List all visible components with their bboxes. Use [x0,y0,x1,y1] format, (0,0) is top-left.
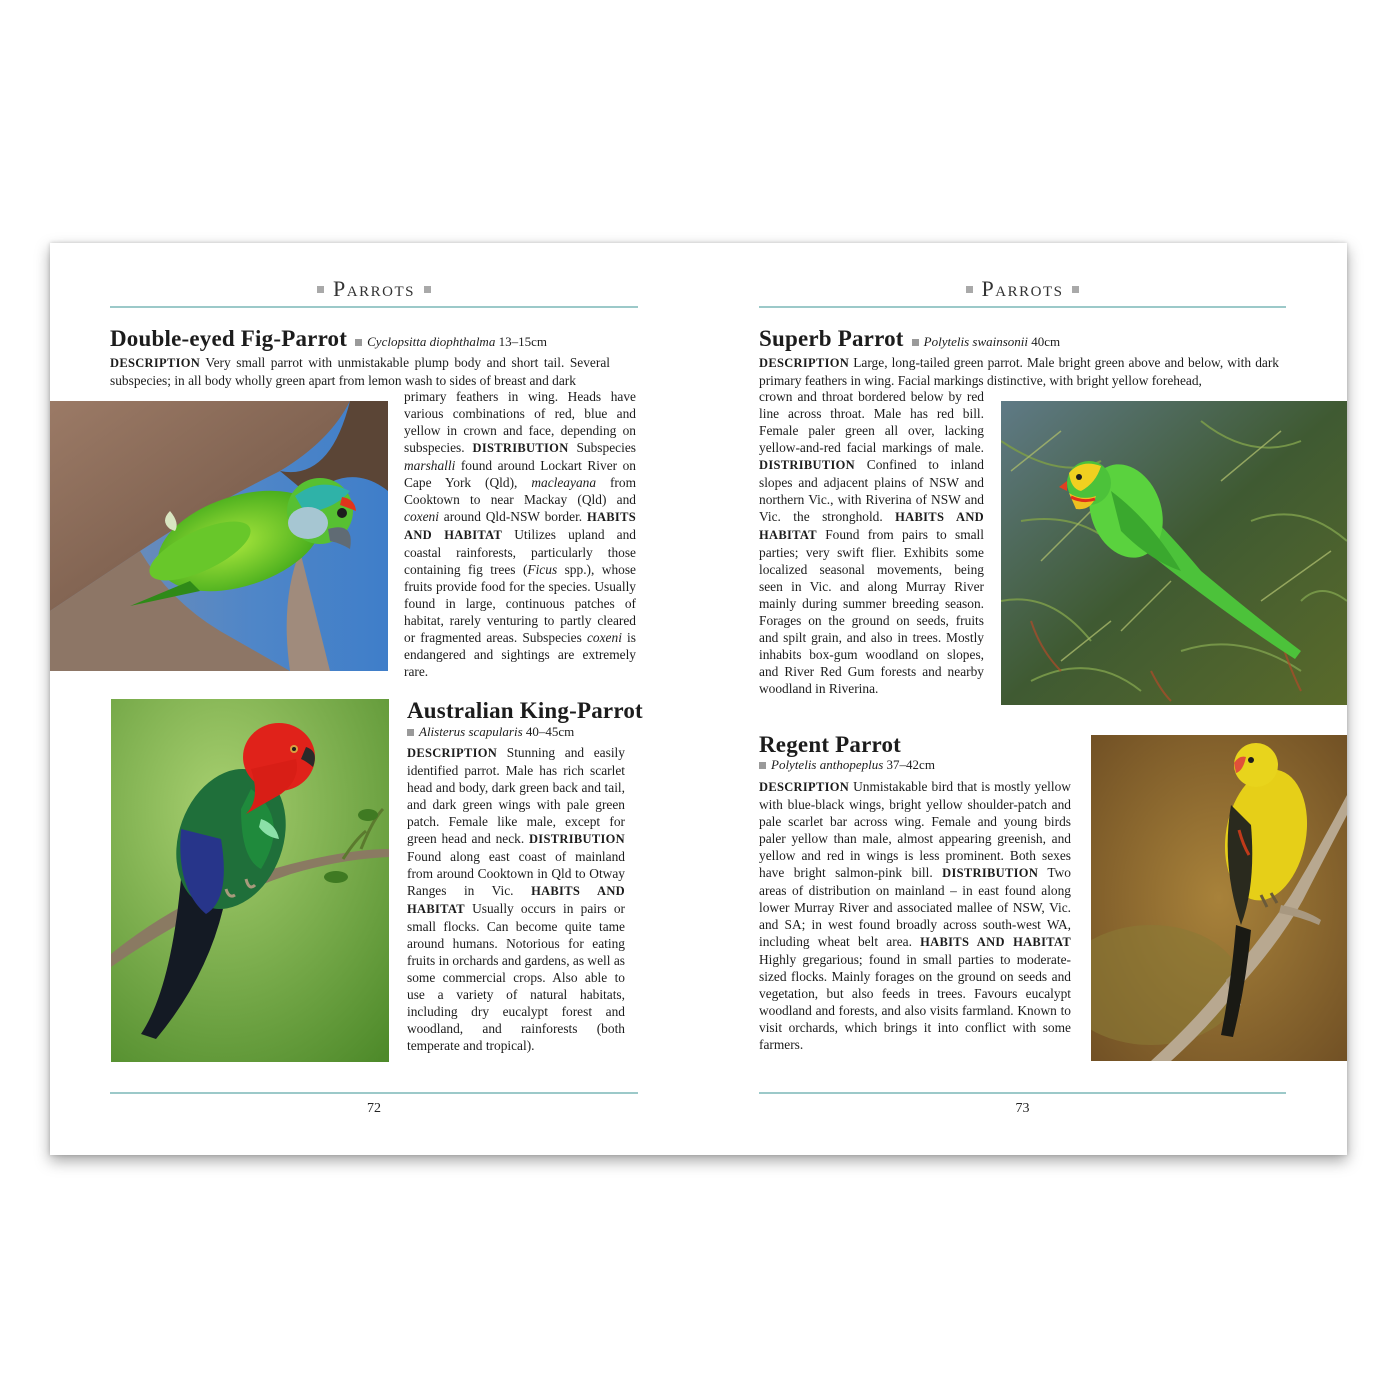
size: 37–42cm [886,757,935,772]
scientific-name: Polytelis anthopeplus [771,757,884,772]
photo-australian-king-parrot [111,699,389,1062]
size: 13–15cm [498,334,547,349]
square-marker-icon [912,339,919,346]
species-subtitle [759,757,935,773]
square-marker-icon [407,729,414,736]
right-page [698,243,1347,1155]
page-number: 72 [367,1101,381,1116]
species-text-wide: DESCRIPTION Large, long-tailed green parrot. Male bright green above and below, with dark primary feathers in wing. Facial markings distinctive, with bright yellow forehead, [759,355,1279,388]
scientific-name: Alisterus scapularis [419,724,523,739]
species-text-column: primary feathers in wing. Heads have various combinations of red, blue and yellow in crown and face, depending on subspecies. DISTRIBUTION Subspecies marshalli found around Lockart River on Cape York (Qld), macleayana from Cooktown to near Mackay (Qld) and coxeni around Qld-NSW border. HABITS AND HABITAT Utilizes upland and coastal rainforests, particularly those containing fig trees (Ficus spp.), whose fruits provide food for the species. Usually found in large, continuous patches of habitat, rarely venturing to partly cleared or fragmented areas. Subspecies coxeni is endangered and sightings are extremely rare. [404,389,636,679]
species-title-regent-parrot [759,733,901,756]
footer-rule [110,1092,638,1094]
book-spread [50,243,1347,1155]
species-subtitle [407,724,574,740]
photo-superb-parrot [1001,401,1347,705]
common-name: Regent Parrot [759,732,902,757]
page-number: 73 [1015,1101,1030,1116]
square-marker-icon [355,339,362,346]
scientific-name: Cyclopsitta diophthalma [367,334,496,349]
header-rule [759,306,1286,308]
footer-rule [759,1092,1286,1094]
left-page [50,243,698,1155]
species-text-column: DESCRIPTION Stunning and easily identified parrot. Male has rich scarlet head and body, dark green back and tail, and dark green wings with pale green patch. Female like male, except for green head and neck. DISTRIBUTION Found along east coast of mainland from around Cooktown in Qld to Otway Ranges in Vic. HABITS AND HABITAT Usually occurs in pairs or small flocks. Can become quite tame around humans. Notorious for eating fruits in orchards and gardens, as well as some commercial crops. Also able to use a variety of natural habitats, including dry eucalypt forest and woodland, and rainforests (both temperate and tropical). [407,745,625,1053]
square-marker-icon [317,286,324,293]
common-name: Australian King-Parrot [407,698,643,723]
running-head: Parrots [50,276,698,302]
species-text-column: crown and throat bordered below by red line across throat. Male has red bill. Female paler green all over, lacking yellow-and-red facial markings of male. DISTRIBUTION Confined to inland slopes and adjacent plains of NSW and northern Vic., with Riverina of NSW and Vic. the stronghold. HABITS AND HABITAT Found from pairs to small parties; very swift flier. Exhibits some localized seasonal movements, being seen in Vic. and along Murray River mainly during summer breeding season. Forages on the ground on seeds, fruits and spilt grain, and also in trees. Mostly inhabits box-gum woodland on slopes, and River Red Gum forests and nearby woodland in Riverina. [759,389,984,696]
square-marker-icon [759,762,766,769]
square-marker-icon [424,286,431,293]
scientific-name: Polytelis swainsonii [923,334,1029,349]
common-name: Superb Parrot [759,326,904,351]
photo-regent-parrot [1091,735,1347,1061]
size: 40cm [1031,334,1061,349]
photo-double-eyed-fig-parrot [50,401,388,671]
species-text-column: DESCRIPTION Unmistakable bird that is mostly yellow with blue-black wings, bright yellow shoulder-patch and pale scarlet bar across wing. Female and young birds paler yellow than male, almost appearing greenish, and yellow and red in wings is less prominent. Both sexes have bright salmon-pink bill. DISTRIBUTION Two areas of distribution on mainland – in east found along lower Murray River and associated mallee of NSW, Vic. and SA; in west found broadly across south-west WA, including wheat belt area. HABITS AND HABITAT Highly gregarious; found in small parties to moderate-sized flocks. Mainly forages on the ground on seeds and vegetation, but also feeds in trees. Favours eucalypt woodland and forests, and also visits farmland. Known to visit orchards, which brings it into conflict with some farmers. [759,779,1071,1052]
size: 40–45cm [525,724,575,739]
common-name: Double-eyed Fig-Parrot [110,326,348,351]
square-marker-icon [1072,286,1079,293]
species-title-fig-parrot [110,327,547,350]
species-text-wide: DESCRIPTION Very small parrot with unmistakable plump body and short tail. Several subspecies; in all body wholly green apart from lemon wash to sides of breast and dark [110,355,610,388]
species-title-superb-parrot [759,327,1060,350]
species-title-king-parrot [407,699,643,722]
header-rule [110,306,638,308]
running-head: Parrots [698,276,1347,302]
square-marker-icon [966,286,973,293]
